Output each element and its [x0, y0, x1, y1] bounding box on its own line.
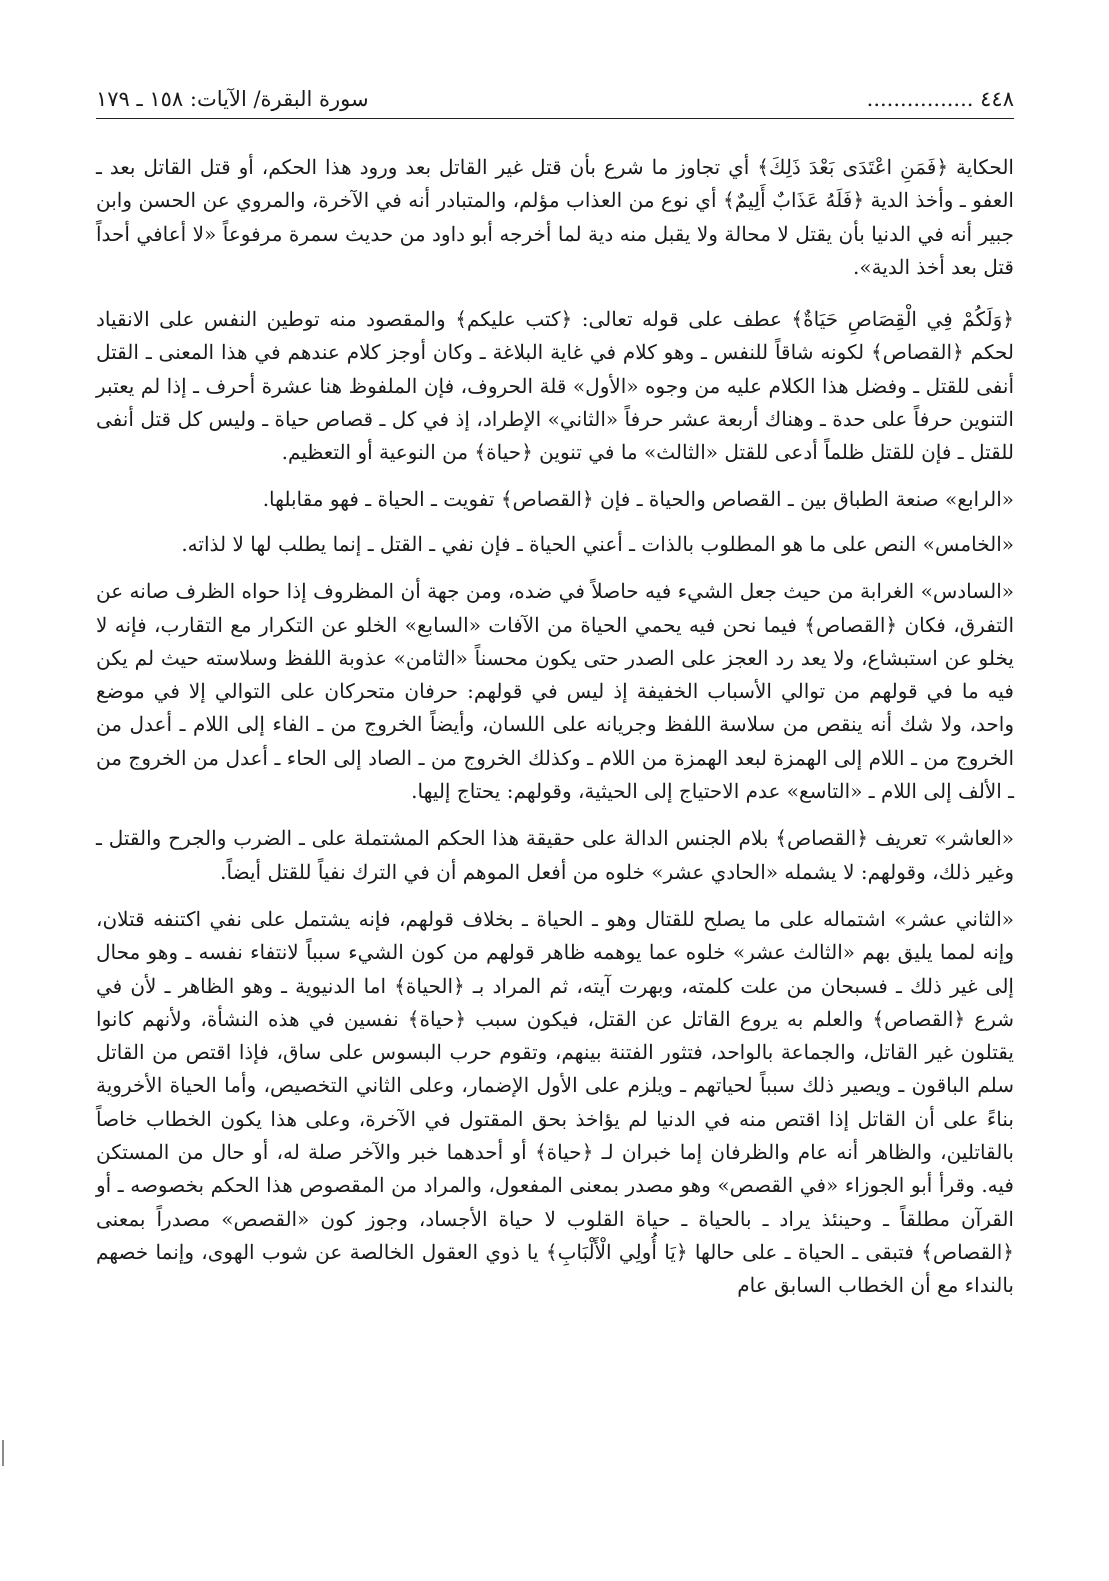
paragraph-4: «الخامس» النص على ما هو المطلوب بالذات ـ أعني الحياة ـ فإن نفي ـ القتل ـ إنما يطلب لها لا لذاته.: [181, 531, 1014, 556]
scan-edge-mark: [2, 1440, 4, 1466]
page-number: ٤٤٨: [980, 87, 1014, 111]
leader-dots: ................: [866, 87, 974, 111]
chapter-title: سورة البقرة/ الآيات: ١٥٨ ـ ١٧٩: [96, 87, 369, 111]
paragraph-3: «الرابع» صنعة الطباق بين ـ القصاص والحياة ـ فإن ﴿القصاص﴾ تفويت ـ الحياة ـ فهو مقابلها.: [262, 486, 1014, 511]
page-number-and-dots: [867, 84, 1014, 114]
paragraph-2: ﴿وَلَكُمْ فِي الْقِصَاصِ حَيَاةٌ﴾ عطف على قوله تعالى: ﴿كتب عليكم﴾ والمقصود منه توطين النفس على الانقياد لحكم ﴿القصاص﴾ لكونه شاقاً للنفس ـ وهو كلام في غاية البلاغة ـ وكان أوجز كلام عندهم في هذا المعنى ـ القتل أنفى للقتل ـ وفضل هذا الكلام عليه من وجوه «الأول» قلة الحروف، فإن الملفوظ هنا عشرة أحرف ـ إذا لم يعتبر التنوين حرفاً على حدة ـ وهناك أربعة عشر حرفاً «الثاني» الإطراد، إذ في كل ـ قصاص حياة ـ وليس كل قتل أنفى للقتل ـ فإن للقتل ظلماً أدعى للقتل «الثالث» ما في تنوين ﴿حياة﴾ من النوعية أو التعظيم.: [96, 307, 1014, 465]
paragraph-5: «السادس» الغرابة من حيث جعل الشيء فيه حاصلاً في ضده، ومن جهة أن المظروف إذا حواه الظرف صانه عن التفرق، فكان ﴿القصاص﴾ فيما نحن فيه يحمي الحياة من الآفات «السابع» الخلو عن التكرار مع التقارب، فإنه لا يخلو عن استبشاع، ولا يعد رد العجز على الصدر حتى يكون محسناً «الثامن» عذوبة اللفظ وسلاسته حيث لم يكن فيه ما في قولهم من توالي الأسباب الخفيفة إذ ليس في قولهم: حرفان متحركان على التوالي إلا في موضع واحد، ولا شك أنه ينقص من سلاسة اللفظ وجريانه على اللسان، وأيضاً الخروج من ـ الفاء إلى اللام ـ أعدل من الخروج من ـ اللام إلى الهمزة لبعد الهمزة من اللام ـ وكذلك الخروج من ـ الصاد إلى الحاء ـ أعدل من الخروج من ـ الألف إلى اللام ـ «التاسع» عدم الاحتياج إلى الحيثية، وقولهم: يحتاج إليها.: [96, 579, 1015, 804]
running-header: [96, 84, 1014, 114]
paragraph-6: «العاشر» تعريف ﴿القصاص﴾ بلام الجنس الدالة على حقيقة هذا الحكم المشتملة على ـ الضرب والجرح والقتل ـ وغير ذلك، وقولهم: لا يشمله «الحادي عشر» خلوه من أفعل الموهم أن في الترك نفياً للقتل أيضاً.: [96, 826, 1014, 884]
paragraph-1: الحكاية ﴿فَمَنِ اعْتَدَى بَعْدَ ذَلِكَ﴾ أي تجاوز ما شرع بأن قتل غير القاتل بعد ورود هذا الحكم، أو قتل القاتل بعد ـ العفو ـ وأخذ الدية ﴿فَلَهُ عَذَابٌ أَلِيمٌ﴾ أي نوع من العذاب مؤلم، والمتبادر أنه في الآخرة، والمروي عن الحسن وابن جبير أنه في الدنيا بأن يقتل لا محالة ولا يقبل منه دية لما أخرجه أبو داود من حديث سمرة مرفوعاً «لا أعافي أحداً قتل بعد أخذ الدية».: [96, 155, 1014, 279]
body-text: [96, 151, 1014, 1303]
paragraph-7: «الثاني عشر» اشتماله على ما يصلح للقتال وهو ـ الحياة ـ بخلاف قولهم، فإنه يشتمل على نفي اكتنفه قتلان، وإنه لمما يليق بهم «الثالث عشر» خلوه عما يوهمه ظاهر قولهم من كون الشيء سبباً لانتفاء نفسه ـ وهو محال إلى غير ذلك ـ فسبحان من علت كلمته، وبهرت آيته، ثم المراد بـ ﴿الحياة﴾ اما الدنيوية ـ وهو الظاهر ـ لأن في شرع ﴿القصاص﴾ والعلم به يروع القاتل عن القتل، فيكون سبب ﴿حياة﴾ نفسين في هذه النشأة، ولأنهم كانوا يقتلون غير القاتل، والجماعة بالواحد، فتثور الفتنة بينهم، وتقوم حرب البسوس على ساق، فإذا اقتص من القاتل سلم الباقون ـ ويصير ذلك سبباً لحياتهم ـ ويلزم على الأول الإضمار، وعلى الثاني التخصيص، وأما الحياة الأخروية بناءً على أن القاتل إذا اقتص منه في الدنيا لم يؤاخذ بحق المقتول في الآخرة، وعلى هذا يكون الخطاب خاصاً بالقاتلين، والظاهر أنه عام والظرفان إما خبران لـ ﴿حياة﴾ أو أحدهما خبر والآخر صلة له، أو حال من المستكن فيه. وقرأ أبو الجوزاء «في القصص» وهو مصدر بمعنى المفعول، والمراد من المقصوص هذا الحكم بخصوصه ـ أو القرآن مطلقاً ـ وحينئذ يراد ـ بالحياة ـ حياة القلوب لا حياة الأجساد، وجوز كون «القصص» مصدراً بمعنى ﴿القصاص﴾ فتبقى ـ الحياة ـ على حالها ﴿يَا أُولِي الْأَلْبَابِ﴾ يا ذوي العقول الخالصة عن شوب الهوى، وإنما خصهم بالنداء مع أن الخطاب السابق عام: [96, 906, 1015, 1298]
header-rule: [96, 118, 1014, 119]
